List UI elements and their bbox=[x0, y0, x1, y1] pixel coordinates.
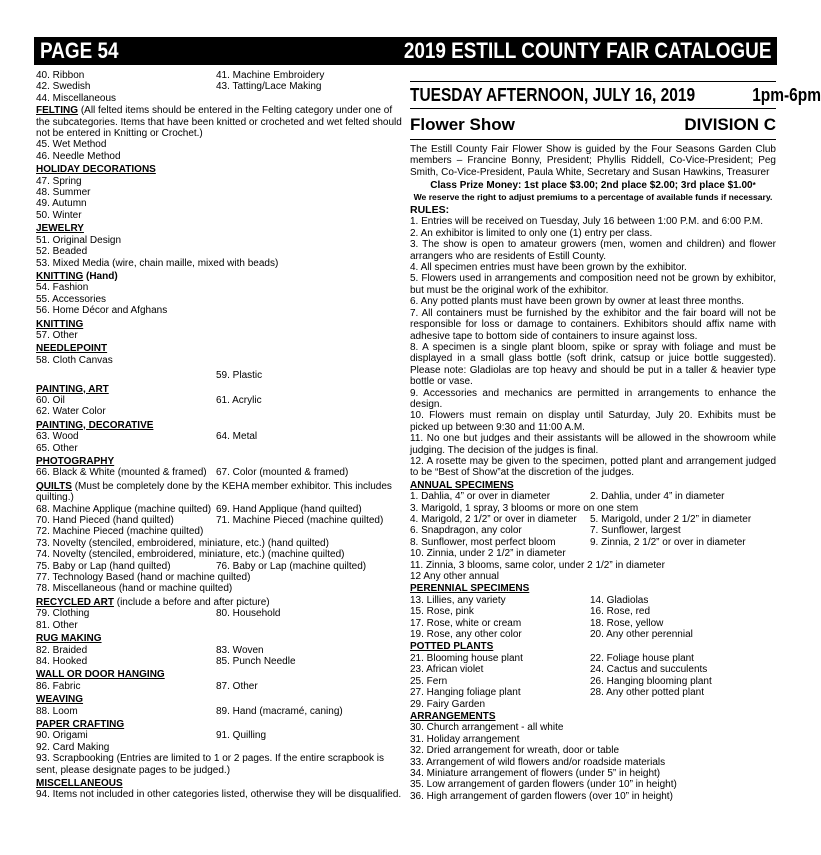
section-heading-knitting: KNITTING bbox=[36, 318, 84, 330]
list-row bbox=[36, 730, 402, 741]
reserve-note: We reserve the right to adjust premiums to a percentage of available funds if necessary. bbox=[413, 191, 773, 202]
section-heading-perennial: PERENNIAL SPECIMENS bbox=[410, 583, 530, 595]
list-item: 70. Hand Pieced (hand quilted) bbox=[36, 515, 174, 527]
list-row bbox=[36, 504, 402, 515]
division-label: DIVISION C bbox=[684, 115, 776, 134]
list-item: 12 Any other annual bbox=[410, 571, 499, 583]
list-item: 67. Color (mounted & framed) bbox=[216, 467, 349, 479]
list-item: 45. Wet Method bbox=[36, 139, 107, 151]
list-item: 25. Fern bbox=[410, 675, 448, 687]
intro-text: The Estill County Fair Flower Show is guided by the Four Seasons Garden Club members – Francine Bonny, President; Phyllis Riddell, Co-Vice-President; Peg Smith, Co-Vice-President, Paula White, Secretary and Susan Hawkins, Treasurer bbox=[410, 144, 776, 178]
list-item: 35. Low arrangement of garden flowers (under 10” in height) bbox=[410, 779, 677, 791]
list-item: 78. Miscellaneous (hand or machine quilted) bbox=[36, 583, 233, 595]
list-row bbox=[36, 706, 402, 717]
felting-note: (All felted items should be entered in the Felting category under one of the subcategories. Items that have been knitted or crocheted and wet felted should not be entered in Knitting or Crochet.) bbox=[36, 105, 402, 140]
section-heading-painting-decorative: PAINTING, DECORATIVE bbox=[36, 419, 154, 431]
list-row bbox=[36, 431, 402, 442]
list-row bbox=[410, 664, 776, 675]
quilts-note: (Must be completely done by the KEHA member exhibitor. This includes quilting.) bbox=[36, 480, 392, 504]
rule-item: 5. Flowers used in arrangements and composition need not be grown by exhibitor, but must be the original work of the exhibitor. bbox=[410, 273, 776, 296]
list-item: 32. Dried arrangement for wreath, door or table bbox=[410, 745, 619, 757]
list-item: 7. Sunflower, largest bbox=[590, 525, 681, 537]
list-item: 14. Gladiolas bbox=[590, 594, 649, 606]
show-name: Flower Show bbox=[410, 115, 515, 134]
list-row bbox=[36, 681, 402, 692]
list-item: 80. Household bbox=[216, 608, 281, 620]
list-row bbox=[410, 687, 776, 698]
list-item: 62. Water Color bbox=[36, 406, 106, 418]
list-item: 21. Blooming house plant bbox=[410, 652, 523, 664]
list-item: 71. Machine Pieced (machine quilted) bbox=[216, 515, 384, 527]
list-item: 5. Marigold, under 2 1/2” in diameter bbox=[590, 514, 752, 525]
rule-item: 2. An exhibitor is limited to only one (1) entry per class. bbox=[410, 227, 653, 239]
section-heading-paper: PAPER CRAFTING bbox=[36, 718, 125, 730]
list-item: 53. Mixed Media (wire, chain maille, mixed with beads) bbox=[36, 257, 279, 269]
rule-item: 6. Any potted plants must have been grown by owner at least three months. bbox=[410, 296, 745, 308]
list-item: 23. African violet bbox=[410, 664, 484, 676]
section-heading-holiday: HOLIDAY DECORATIONS bbox=[36, 164, 156, 176]
list-item: 61. Acrylic bbox=[216, 394, 262, 406]
list-item: 46. Needle Method bbox=[36, 150, 121, 162]
list-item: 31. Holiday arrangement bbox=[410, 733, 520, 745]
show-header bbox=[410, 115, 776, 140]
list-item: 50. Winter bbox=[36, 209, 82, 221]
list-item: 40. Ribbon bbox=[36, 70, 85, 81]
list-item: 60. Oil bbox=[36, 394, 65, 406]
list-item: 84. Hooked bbox=[36, 655, 88, 667]
list-row bbox=[410, 537, 776, 548]
list-item: 48. Summer bbox=[36, 187, 91, 199]
list-item: 52. Beaded bbox=[36, 246, 88, 258]
list-item: 33. Arrangement of wild flowers and/or roadside materials bbox=[410, 756, 666, 768]
list-row bbox=[410, 606, 776, 617]
list-item: 15. Rose, pink bbox=[410, 606, 474, 618]
catalogue-title: 2019 ESTILL COUNTY FAIR CATALOGUE bbox=[403, 38, 771, 63]
section-heading-wall: WALL OR DOOR HANGING bbox=[36, 669, 165, 681]
felting-section bbox=[36, 105, 402, 139]
list-item: 42. Swedish bbox=[36, 81, 91, 93]
section-heading-knitting-hand: KNITTING (Hand) bbox=[36, 270, 118, 282]
list-item: 66. Black & White (mounted & framed) bbox=[36, 467, 207, 479]
left-column bbox=[36, 70, 402, 801]
list-item: 43. Tatting/Lace Making bbox=[216, 81, 322, 93]
list-item: 83. Woven bbox=[216, 644, 264, 656]
rule-item: 1. Entries will be received on Tuesday, July 16 between 1:00 P.M. and 6:00 P.M. bbox=[410, 216, 763, 228]
list-row bbox=[410, 653, 776, 664]
list-item: 6. Snapdragon, any color bbox=[410, 525, 522, 537]
divider bbox=[410, 70, 776, 82]
list-item: 34. Miniature arrangement of flowers (under 5” in height) bbox=[410, 767, 661, 779]
list-item: 8. Sunflower, most perfect bloom bbox=[410, 536, 556, 548]
list-item: 74. Novelty (stenciled, embroidered, miniature, etc.) (machine quilted) bbox=[36, 549, 345, 561]
list-item: 93. Scrapbooking (Entries are limited to 1 or 2 pages. If the entire scrapbook is sent, please designate pages to be judged.) bbox=[36, 753, 384, 776]
list-row bbox=[36, 561, 402, 572]
list-item: 3. Marigold, 1 spray, 3 blooms or more on one stem bbox=[410, 502, 639, 514]
section-heading-recycled: RECYCLED ART (include a before and after picture) bbox=[36, 596, 270, 608]
rule-item: 9. Accessories and mechanics are permitted in arrangements to enhance the design. bbox=[410, 387, 776, 410]
section-heading-misc: MISCELLANEOUS bbox=[36, 777, 123, 789]
list-item: 58. Cloth Canvas bbox=[36, 354, 113, 366]
list-item: 73. Novelty (stenciled, embroidered, miniature, etc.) (hand quilted) bbox=[36, 537, 329, 549]
list-item: 57. Other bbox=[36, 329, 78, 341]
section-heading-potted: POTTED PLANTS bbox=[410, 641, 494, 653]
list-row bbox=[410, 595, 776, 606]
section-heading-rug: RUG MAKING bbox=[36, 633, 102, 645]
list-item: 44. Miscellaneous bbox=[36, 92, 117, 104]
list-item: 55. Accessories bbox=[36, 293, 107, 305]
list-row bbox=[36, 81, 402, 92]
session-header bbox=[410, 85, 821, 109]
list-row bbox=[410, 525, 776, 536]
list-row bbox=[410, 629, 776, 640]
session-day: TUESDAY AFTERNOON, JULY 16, 2019 bbox=[410, 85, 696, 105]
rule-item: 8. A specimen is a single plant bloom, spike or spray with foliage and must be displayed in a small glass bottle (soft drink, catsup or juice bottle suggested). Please note: Gladiolas are top heavy and should be put in a taller & heavier type bottle or vase. bbox=[410, 341, 776, 388]
list-item: 75. Baby or Lap (hand quilted) bbox=[36, 560, 171, 572]
section-heading-annual: ANNUAL SPECIMENS bbox=[410, 479, 514, 491]
prize-money: Class Prize Money: 1st place $3.00; 2nd place $2.00; 3rd place $1.00* bbox=[430, 180, 756, 192]
list-item: 47. Spring bbox=[36, 175, 82, 187]
list-item: 11. Zinnia, 3 blooms, same color, under 2 1/2” in diameter bbox=[410, 559, 665, 571]
list-row bbox=[36, 656, 402, 667]
section-heading-felting: FELTING bbox=[36, 105, 79, 117]
list-item: 65. Other bbox=[36, 442, 78, 454]
list-item: 76. Baby or Lap (machine quilted) bbox=[216, 560, 367, 572]
rule-item: 10. Flowers must remain on display until Saturday, July 20. Exhibits must be picked up between 9:30 and 11:00 A.M. bbox=[410, 410, 776, 433]
list-item: 64. Metal bbox=[216, 431, 258, 443]
page-header-bar bbox=[34, 37, 777, 65]
list-row bbox=[36, 645, 402, 656]
list-row bbox=[36, 70, 402, 81]
rules-heading: RULES: bbox=[410, 204, 450, 217]
list-item: 54. Fashion bbox=[36, 282, 89, 294]
list-item: 59. Plastic bbox=[216, 370, 263, 382]
list-item: 30. Church arrangement - all white bbox=[410, 722, 564, 734]
section-heading-painting-art: PAINTING, ART bbox=[36, 383, 109, 395]
section-heading-jewelry: JEWELRY bbox=[36, 223, 84, 235]
list-item: 56. Home Décor and Afghans bbox=[36, 305, 168, 317]
list-row bbox=[36, 608, 402, 619]
list-item: 16. Rose, red bbox=[590, 606, 651, 618]
list-item: 36. High arrangement of garden flowers (over 10” in height) bbox=[410, 790, 673, 802]
list-item: 81. Other bbox=[36, 619, 78, 631]
list-item: 87. Other bbox=[216, 680, 258, 692]
rule-item: 7. All containers must be furnished by the exhibitor and the fair board will not be responsible for loss or damage to containers. Exhibitors should affix name with adhesive tape to bottom side of containers to insure against loss. bbox=[410, 307, 776, 342]
list-item: 92. Card Making bbox=[36, 741, 110, 753]
list-item: 68. Machine Applique (machine quilted) bbox=[36, 503, 212, 515]
list-item: 82. Braided bbox=[36, 644, 88, 656]
list-item: 86. Fabric bbox=[36, 680, 81, 692]
list-item: 1. Dahlia, 4” or over in diameter bbox=[410, 491, 551, 503]
list-item: 18. Rose, yellow bbox=[590, 617, 664, 629]
list-row bbox=[410, 618, 776, 629]
rule-item: 4. All specimen entries must have been grown by the exhibitor. bbox=[410, 262, 687, 274]
section-heading-photography: PHOTOGRAPHY bbox=[36, 456, 115, 467]
list-item: 28. Any other potted plant bbox=[590, 687, 704, 699]
list-item: 94. Items not included in other categories listed, otherwise they will be disqualified. bbox=[36, 789, 402, 801]
list-row bbox=[410, 676, 776, 687]
list-row bbox=[36, 370, 402, 381]
list-item: 63. Wood bbox=[36, 431, 79, 443]
rule-item: 11. No one but judges and their assistants will be allowed in the showroom while judging. The decision of the judges is final. bbox=[410, 433, 776, 456]
list-item: 89. Hand (macramé, caning) bbox=[216, 705, 343, 717]
list-item: 77. Technology Based (hand or machine quilted) bbox=[36, 572, 251, 584]
list-item: 72. Machine Pieced (machine quilted) bbox=[36, 526, 204, 538]
page-number: PAGE 54 bbox=[40, 38, 119, 63]
quilts-section bbox=[36, 481, 402, 504]
rule-item: 12. A rosette may be given to the specimen, potted plant and arrangement judged to be “Best of Show”at the discretion of the judges. bbox=[410, 455, 776, 479]
list-item: 85. Punch Needle bbox=[216, 655, 296, 667]
list-item: 9. Zinnia, 2 1/2” or over in diameter bbox=[590, 536, 746, 548]
section-heading-arrangements: ARRANGEMENTS bbox=[410, 710, 496, 722]
list-item: 41. Machine Embroidery bbox=[216, 70, 325, 81]
list-item: 27. Hanging foliage plant bbox=[410, 687, 521, 699]
list-row bbox=[36, 515, 402, 526]
list-item: 91. Quilling bbox=[216, 730, 267, 742]
list-row bbox=[410, 491, 776, 502]
list-item: 10. Zinnia, under 2 1/2” in diameter bbox=[410, 548, 566, 560]
list-item: 4. Marigold, 2 1/2” or over in diameter bbox=[410, 514, 577, 525]
list-item: 2. Dahlia, under 4” in diameter bbox=[590, 491, 725, 503]
section-heading-quilts: QUILTS bbox=[36, 480, 72, 492]
list-row bbox=[410, 514, 776, 525]
rules-list bbox=[410, 216, 776, 478]
rule-item: 3. The show is open to amateur growers (men, women and children) and flower arrangers who are residents of Estill County. bbox=[410, 239, 776, 262]
list-item: 20. Any other perennial bbox=[590, 629, 693, 641]
list-item: 49. Autumn bbox=[36, 198, 87, 210]
list-item: 24. Cactus and succulents bbox=[590, 664, 708, 676]
list-item: 69. Hand Applique (hand quilted) bbox=[216, 503, 362, 515]
list-item: 17. Rose, white or cream bbox=[410, 617, 522, 629]
list-item: 22. Foliage house plant bbox=[590, 652, 694, 664]
section-heading-weaving: WEAVING bbox=[36, 694, 84, 706]
list-item: 13. Lillies, any variety bbox=[410, 594, 506, 606]
section-heading-needlepoint: NEEDLEPOINT bbox=[36, 343, 108, 355]
list-item: 90. Origami bbox=[36, 730, 88, 742]
session-time: 1pm-6pm bbox=[752, 85, 821, 105]
list-row bbox=[36, 395, 402, 406]
list-row bbox=[36, 467, 402, 478]
list-item: 26. Hanging blooming plant bbox=[590, 675, 712, 687]
list-item: 51. Original Design bbox=[36, 234, 122, 246]
right-column bbox=[410, 70, 821, 802]
list-item: 19. Rose, any other color bbox=[410, 629, 522, 641]
list-item: 79. Clothing bbox=[36, 608, 90, 620]
list-item: 88. Loom bbox=[36, 705, 78, 717]
list-item: 29. Fairy Garden bbox=[410, 698, 486, 710]
